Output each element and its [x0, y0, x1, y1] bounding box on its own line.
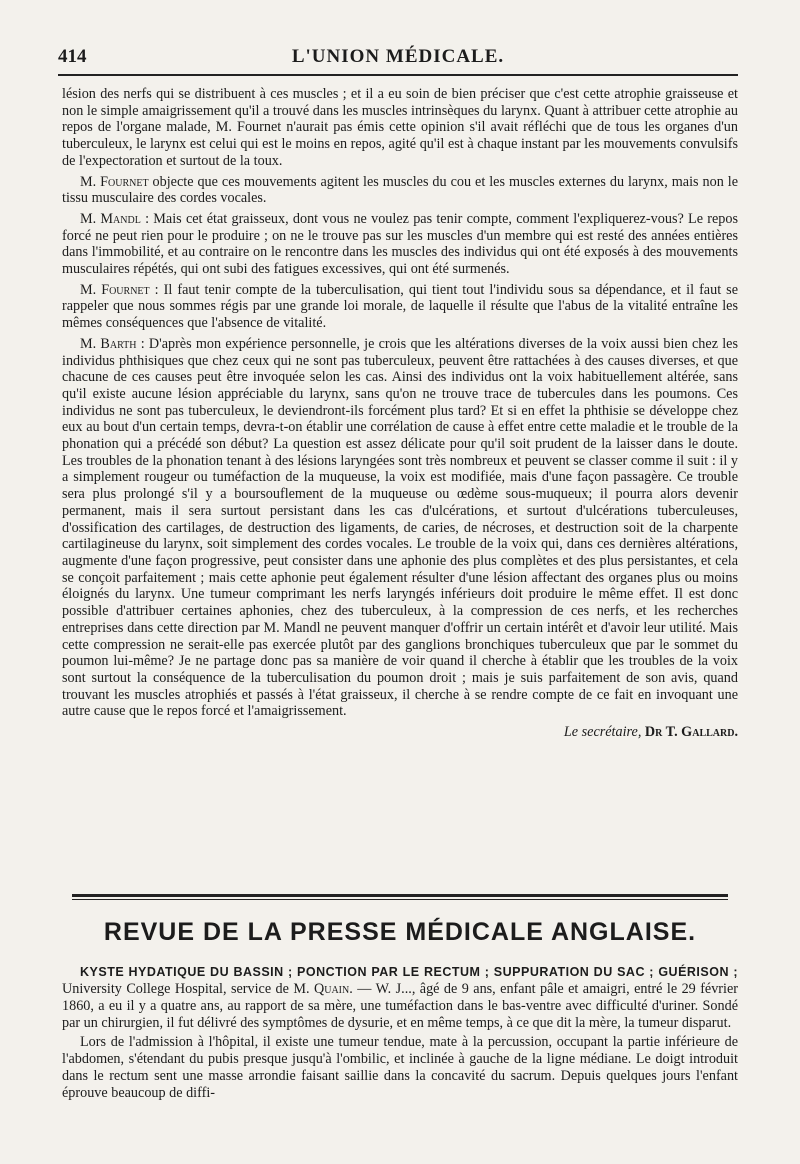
journal-title: L'UNION MÉDICALE.	[291, 46, 505, 67]
running-header	[58, 44, 738, 76]
paragraph	[62, 964, 738, 1032]
section-divider-thin	[72, 899, 728, 900]
speaker-name: M. Barth	[80, 335, 137, 352]
paragraph: Lors de l'admission à l'hôpital, il existe une tumeur tendue, mate à la percussion, occupant la partie inférieure de l'abdomen, s'étendant du pubis presque jusqu'à l'ombilic, et inclinée à gauche de la ligne médiane. Le doigt introduit dans le rectum sent une masse arrondie faisant saillie dans la concavité du sacrum. Depuis quelques jours l'enfant éprouve beaucoup de diffi-	[62, 1034, 738, 1101]
paragraph-text: University College Hospital, service de M.	[62, 981, 314, 997]
paragraph-text: : D'après mon expérience personnelle, je crois que les altérations diverses de la voix aussi bien chez les individus phthisiques que chez ceux qui ne sont pas tuberculeux, peuvent être rattachées à des causes diverses, et que chacune de ces causes peut être invoquée selon les cas. Ainsi des individus ont la voix habituellement altérée, sans qu'il existe aucune lésion appréciable du larynx, sans qu'on ne trouve trace de tubercules dans les poumons. Ces individus ne sont pas tuberculeux, le deviendront-ils forcément plus tard? Et si en effet la phthisie se développe chez eux au bout d'un certain temps, devra-t-on établir une corrélation de cause à effet entre cette maladie et le trouble de la phonation qui a précédé son début? La question est assez délicate pour qu'il soit prudent de la laisser dans le doute. Les troubles de la phonation tenant à des lésions laryngées sont très nombreux et peuvent se classer comme il suit : il y a simplement rougeur ou tuméfaction de la muqueuse, la voix est modifiée, mais d'une façon passagère. Ce trouble sera plus prolongé s'il y a boursouflement de la muqueuse ou œdème sous-muqueux; il pourra alors devenir permanent, mais il sera surtout persistant dans les cas d'ulcérations, et surtout d'ulcérations tuberculeuses, d'ossification des cartilages, de destruction des ligaments, de caries, de nécroses, et destruction soit de la charpente cartilagineuse du larynx, soit simplement des cordes vocales. Le trouble de la voix qui, dans ces dernières altérations, augmente d'une façon progressive, peut consister dans une aphonie des plus complètes et des plus persistantes, et cela se conçoit parfaitement ; mais cette aphonie peut également résulter d'une lésion affectant des organes plus ou moins éloignés du larynx. Une tumeur comprimant les nerfs laryngés inférieurs doit produire le même effet. Il est donc possible d'attribuer certaines aphonies, chez des tuberculeux, à la compression de ces nerfs, et les recherches entreprises dans cette direction par M. Mandl ne peuvent manquer d'offrir un certain intérêt et d'avoir leur utilité. Mais cette compression ne serait-elle pas exercée plutôt par des ganglions bronchiques tuberculeux que par le sommet du poumon lui-même? Je ne partage donc pas sa manière de voir quand il cherche à établir que les troubles de la voix sont surtout la conséquence de la tuberculisation du poumon droit ; mais je suis parfaitement de son avis, quand trouvant les muscles atrophiés et passés à l'état graisseux, il cherche à se rendre compte de ce fait en invoquant une autre cause que le repos forcé et l'amaigrissement.	[62, 335, 738, 720]
speaker-name: M. Fournet	[80, 281, 150, 298]
paragraph-text: . — W. J..., âgé de 9 ans, enfant pâle et amaigri, entré le 29 février 1860, a eu il y a quatre ans, au rapport de sa mère, une tuméfaction dans le bas-ventre avec difficulté d'uriner. Sondé par un chirurgien, il fut délivré des symptômes de dysurie, et en même temps, à ce que dit la mère, la tumeur disparut.	[62, 981, 738, 1031]
paragraph-text: objecte que ces mouvements agitent les muscles du cou et les muscles externes du larynx, mais non le tissu musculaire des cordes vocales.	[62, 173, 738, 207]
paragraph-text: : Il faut tenir compte de la tuberculisation, qui tient tout l'individu sous sa dépendance, et il faut se rappeler que nous sommes régis par une grande loi morale, de laquelle il résulte que l'abus de la vitalité entraîne les mêmes conséquences que l'absence de vitalité.	[62, 281, 738, 332]
signature-name: Dr T. Gallard.	[644, 724, 738, 741]
article-heading: KYSTE HYDATIQUE DU BASSIN ; PONCTION PAR LE RECTUM ; SUPPURATION DU SAC ; GUÉRISON ;	[80, 965, 738, 979]
signature-role: Le secrétaire,	[563, 724, 642, 741]
paragraph	[62, 336, 738, 720]
paragraph	[62, 282, 738, 332]
page-number: 414	[58, 46, 87, 67]
section-title: REVUE DE LA PRESSE MÉDICALE ANGLAISE.	[103, 918, 697, 946]
article-text	[62, 964, 738, 1104]
paragraph	[62, 211, 738, 278]
paragraph	[62, 174, 738, 207]
section-divider	[72, 894, 728, 897]
signature	[62, 724, 738, 741]
author-name: Quain	[313, 981, 350, 997]
paragraph: lésion des nerfs qui se distribuent à ces muscles ; et il a eu soin de bien préciser que c'est cette atrophie graisseuse et non le simple amaigrissement qu'il a trouvé dans les muscles intrinsèques du larynx. Quant à attribuer cette atrophie au repos de l'organe malade, M. Fournet n'aurait pas émis cette opinion s'il avait réfléchi que de tous les organes d'un tuberculeux, le larynx est celui qui est le moins en repos, agité qu'il est à chaque instant par les mouvements convulsifs de l'expectoration et surtout de la toux.	[62, 86, 738, 169]
speaker-name: M. Fournet	[80, 173, 149, 190]
discussion-text	[62, 86, 738, 741]
paragraph-text: : Mais cet état graisseux, dont vous ne voulez pas tenir compte, comment l'expliquerez-vous? Le repos forcé ne peut rien pour le produire ; on ne le trouve pas sur les muscles d'un membre qui est resté des années entières dans l'immobilité, et au contraire on le rencontre dans les muscles des individus qui ont été exposés à des mouvements musculaires répétés, qui ont subi des fatigues excessives, qui ont été surmenés.	[62, 210, 738, 278]
speaker-name: M. Mandl	[80, 210, 141, 227]
